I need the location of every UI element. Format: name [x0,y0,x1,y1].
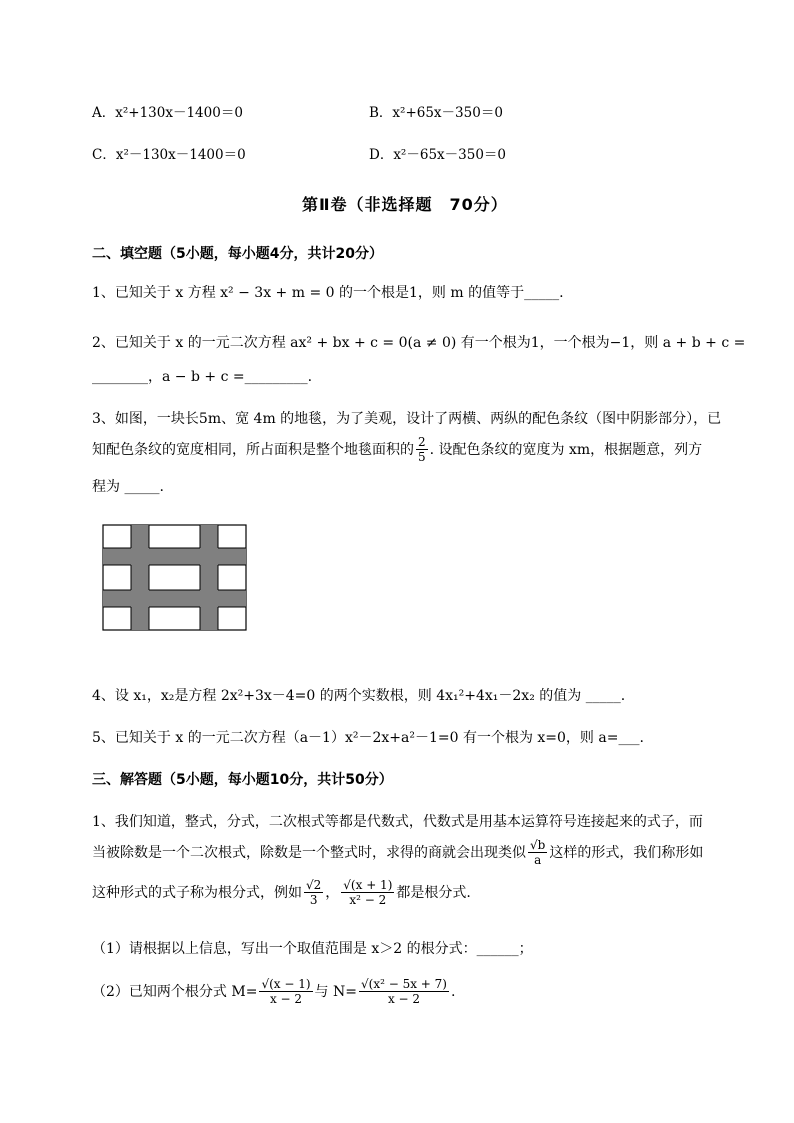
problem-1-line-2 [92,838,703,867]
fraction-sqrt-b-over-a [528,838,547,867]
fraction-numerator: √(x − 1) [261,977,311,991]
fraction-denominator: 3 [309,893,318,907]
fraction-denominator: x − 2 [387,992,421,1006]
option-d: D．x²－65x－350＝0 [369,147,506,163]
fraction-numerator: √(x + 1) [343,878,393,892]
problem-1-line-1: 1、我们知道，整式，分式，二次根式等都是代数式，代数式是用基本运算符号连接起来的式子，而 [92,814,703,830]
fraction-numerator: √b [530,838,546,852]
sub-question-2-text-b: 与 N= [314,983,357,1000]
problem-1-line-3 [92,878,471,907]
problem-1-text-b: 这样的形式，我们称形如 [549,844,704,861]
fraction-numerator: √(x² − 5x + 7) [360,977,447,991]
example-fraction-2 [341,878,394,907]
option-c: C．x²－130x－1400＝0 [92,147,246,163]
sub-question-2 [92,977,455,1006]
fraction-denominator: x² − 2 [349,893,387,907]
question-3-text-b: . 设配色条纹的宽度为 xm，根据题意，列方 [429,441,703,458]
fraction-denominator: x − 2 [269,992,303,1006]
horizontal-stripe-bottom [103,590,246,607]
carpet-figure [102,524,248,632]
question-4: 4、设 x₁，x₂是方程 2x²+3x－4=0 的两个实数根，则 4x₁²+4x₁－2x₂ 的值为 _____. [92,688,626,704]
option-b: B．x²+65x－350＝0 [369,105,503,121]
question-3-line-3: 程为 _____. [92,479,164,495]
sub-question-2-text-a: （2）已知两个根分式 M= [92,983,258,1000]
fraction-denominator: 5 [418,450,426,464]
vertical-stripe-right [200,525,218,630]
part-title: 第Ⅱ卷（非选择题 70分） [302,195,508,214]
section-fill-heading: 二、填空题（5小题，每小题4分，共计20分） [92,246,383,262]
option-a: A．x²+130x－1400＝0 [92,105,243,121]
example-fraction-1 [304,878,323,907]
sub-question-2-text-c: . [450,983,456,1000]
question-3-line-2 [92,435,702,464]
question-3-text-a: 知配色条纹的宽度相同，所占面积是整个地毯面积的 [92,441,414,458]
vertical-stripe-left [131,525,149,630]
question-1: 1、已知关于 x 方程 x² − 3x + m = 0 的一个根是1，则 m 的值等于_____. [92,285,564,301]
question-2-line-2: ________，a − b + c =_________. [92,369,313,385]
question-3-line-1: 3、如图，一块长5m、宽 4m 的地毯，为了美观，设计了两横、两纵的配色条纹（图中阴影部分），已 [92,411,722,427]
question-2-line-1: 2、已知关于 x 的一元二次方程 ax² + bx + c = 0(a ≠ 0) 有一个根为1，一个根为−1，则 a + b + c = [92,335,746,351]
problem-1-text-d: 都是根分式. [396,884,471,901]
fraction-denominator: a [534,853,542,867]
question-5: 5、已知关于 x 的一元二次方程（a－1）x²－2x+a²－1=0 有一个根为 x=0，则 a=___. [92,730,644,746]
problem-1-text-c: 这种形式的式子称为根分式，例如 [92,884,302,901]
carpet-outline [103,525,246,630]
problem-1-text-a: 当被除数是一个二次根式，除数是一个整式时，求得的商就会出现类似 [92,844,526,861]
fraction-m [259,977,312,1006]
fraction-two-fifths [416,435,428,464]
fraction-n [359,977,449,1006]
sub-question-1: （1）请根据以上信息，写出一个取值范围是 x＞2 的根分式：______； [92,941,533,957]
comma: ， [325,884,340,901]
horizontal-stripe-top [103,548,246,565]
fraction-numerator: √2 [306,878,322,892]
fraction-numerator: 2 [418,435,426,449]
section-solve-heading: 三、解答题（5小题，每小题10分，共计50分） [92,772,393,788]
